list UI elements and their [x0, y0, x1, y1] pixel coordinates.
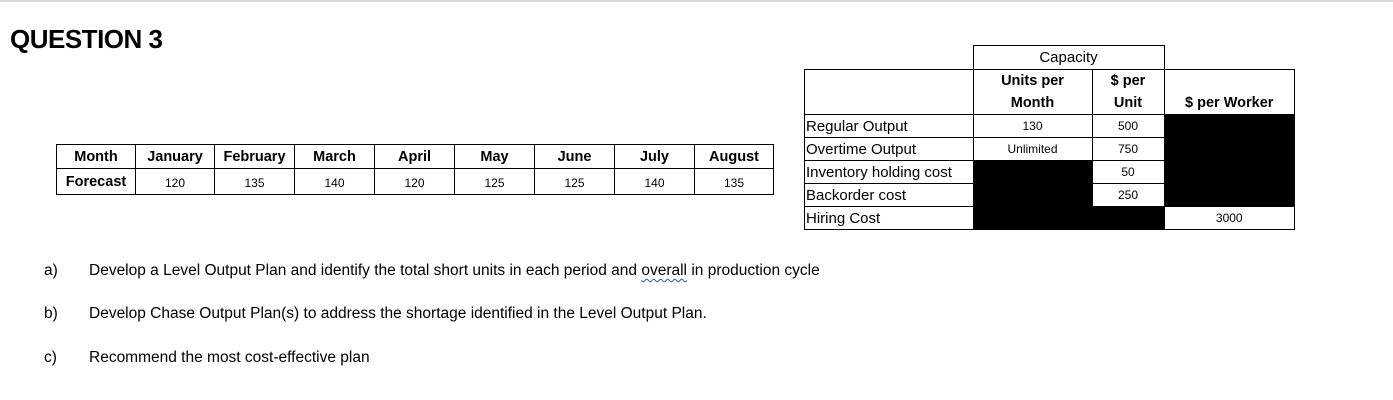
spellcheck-marked-word: overall: [641, 262, 688, 279]
month-cell: August: [695, 145, 774, 169]
blank-header-cell: [805, 70, 974, 115]
blacked-out-cell: [1164, 115, 1295, 138]
month-cell: March: [295, 145, 375, 169]
row-label: Overtime Output: [805, 138, 974, 161]
row-label: Regular Output: [805, 115, 974, 138]
units-per-month-value: 130: [973, 115, 1092, 138]
dollar-per-unit-header-line1: $ per: [1110, 73, 1146, 89]
capacity-header: Capacity: [973, 46, 1164, 70]
question-title: QUESTION 3: [10, 24, 163, 54]
month-cell: May: [455, 145, 535, 169]
row-label: Backorder cost: [805, 184, 974, 207]
question-text: Recommend the most cost-effective plan: [89, 349, 370, 366]
units-per-month-header-line2: Month: [1010, 95, 1055, 111]
forecast-value: 120: [375, 169, 455, 195]
forecast-table: [56, 144, 774, 195]
month-cell: February: [215, 145, 295, 169]
blacked-out-cell: [1164, 161, 1295, 184]
month-row: [57, 145, 774, 169]
month-row-header: Month: [57, 145, 136, 169]
units-per-month-header-line1: Units per: [1001, 73, 1064, 89]
dollar-per-unit-header: [1092, 70, 1164, 115]
blacked-out-cell: [1164, 184, 1295, 207]
blacked-out-cell: [973, 184, 1092, 207]
top-border-line: [0, 0, 1393, 2]
question-text: [89, 262, 820, 280]
column-header-row: [805, 70, 1295, 115]
question-letter: b): [44, 305, 58, 322]
cost-row: [805, 161, 1295, 184]
question-text-part: Develop a Level Output Plan and identify the total short units in each period and: [89, 262, 642, 279]
month-cell: April: [375, 145, 455, 169]
cost-row: [805, 115, 1295, 138]
cost-row: [805, 207, 1295, 230]
forecast-value: 135: [215, 169, 295, 195]
forecast-value: 140: [295, 169, 375, 195]
question-text-part: in production cycle: [687, 262, 820, 279]
dollar-per-worker-header: $ per Worker: [1164, 70, 1295, 115]
blacked-out-cell: [1164, 138, 1295, 161]
cost-table: [804, 45, 1295, 230]
dollar-per-unit-header-line2: Unit: [1113, 95, 1143, 111]
month-cell: June: [535, 145, 615, 169]
question-text: Develop Chase Output Plan(s) to address the shortage identified in the Level Output Plan.: [89, 305, 707, 322]
dollar-per-unit-value: 500: [1092, 115, 1164, 138]
dollar-per-unit-value: 250: [1092, 184, 1164, 207]
month-cell: January: [136, 145, 215, 169]
forecast-value: 125: [535, 169, 615, 195]
forecast-value: 140: [615, 169, 695, 195]
month-cell: July: [615, 145, 695, 169]
units-per-month-header: [973, 70, 1092, 115]
blacked-out-cell: [973, 207, 1092, 230]
forecast-value: 120: [136, 169, 215, 195]
units-per-month-value: Unlimited: [973, 138, 1092, 161]
cost-row: [805, 184, 1295, 207]
dollar-per-unit-value: 750: [1092, 138, 1164, 161]
dollar-per-worker-value: 3000: [1164, 207, 1295, 230]
question-letter: c): [44, 349, 57, 366]
row-label: Inventory holding cost: [805, 161, 974, 184]
blacked-out-cell: [973, 161, 1092, 184]
row-label: Hiring Cost: [805, 207, 974, 230]
forecast-row-header: Forecast: [57, 169, 136, 195]
dollar-per-unit-value: 50: [1092, 161, 1164, 184]
question-letter: a): [44, 262, 58, 279]
forecast-row: [57, 169, 774, 195]
blacked-out-cell: [1092, 207, 1164, 230]
forecast-value: 135: [695, 169, 774, 195]
forecast-value: 125: [455, 169, 535, 195]
cost-row: [805, 138, 1295, 161]
capacity-header-row: [805, 46, 1295, 70]
